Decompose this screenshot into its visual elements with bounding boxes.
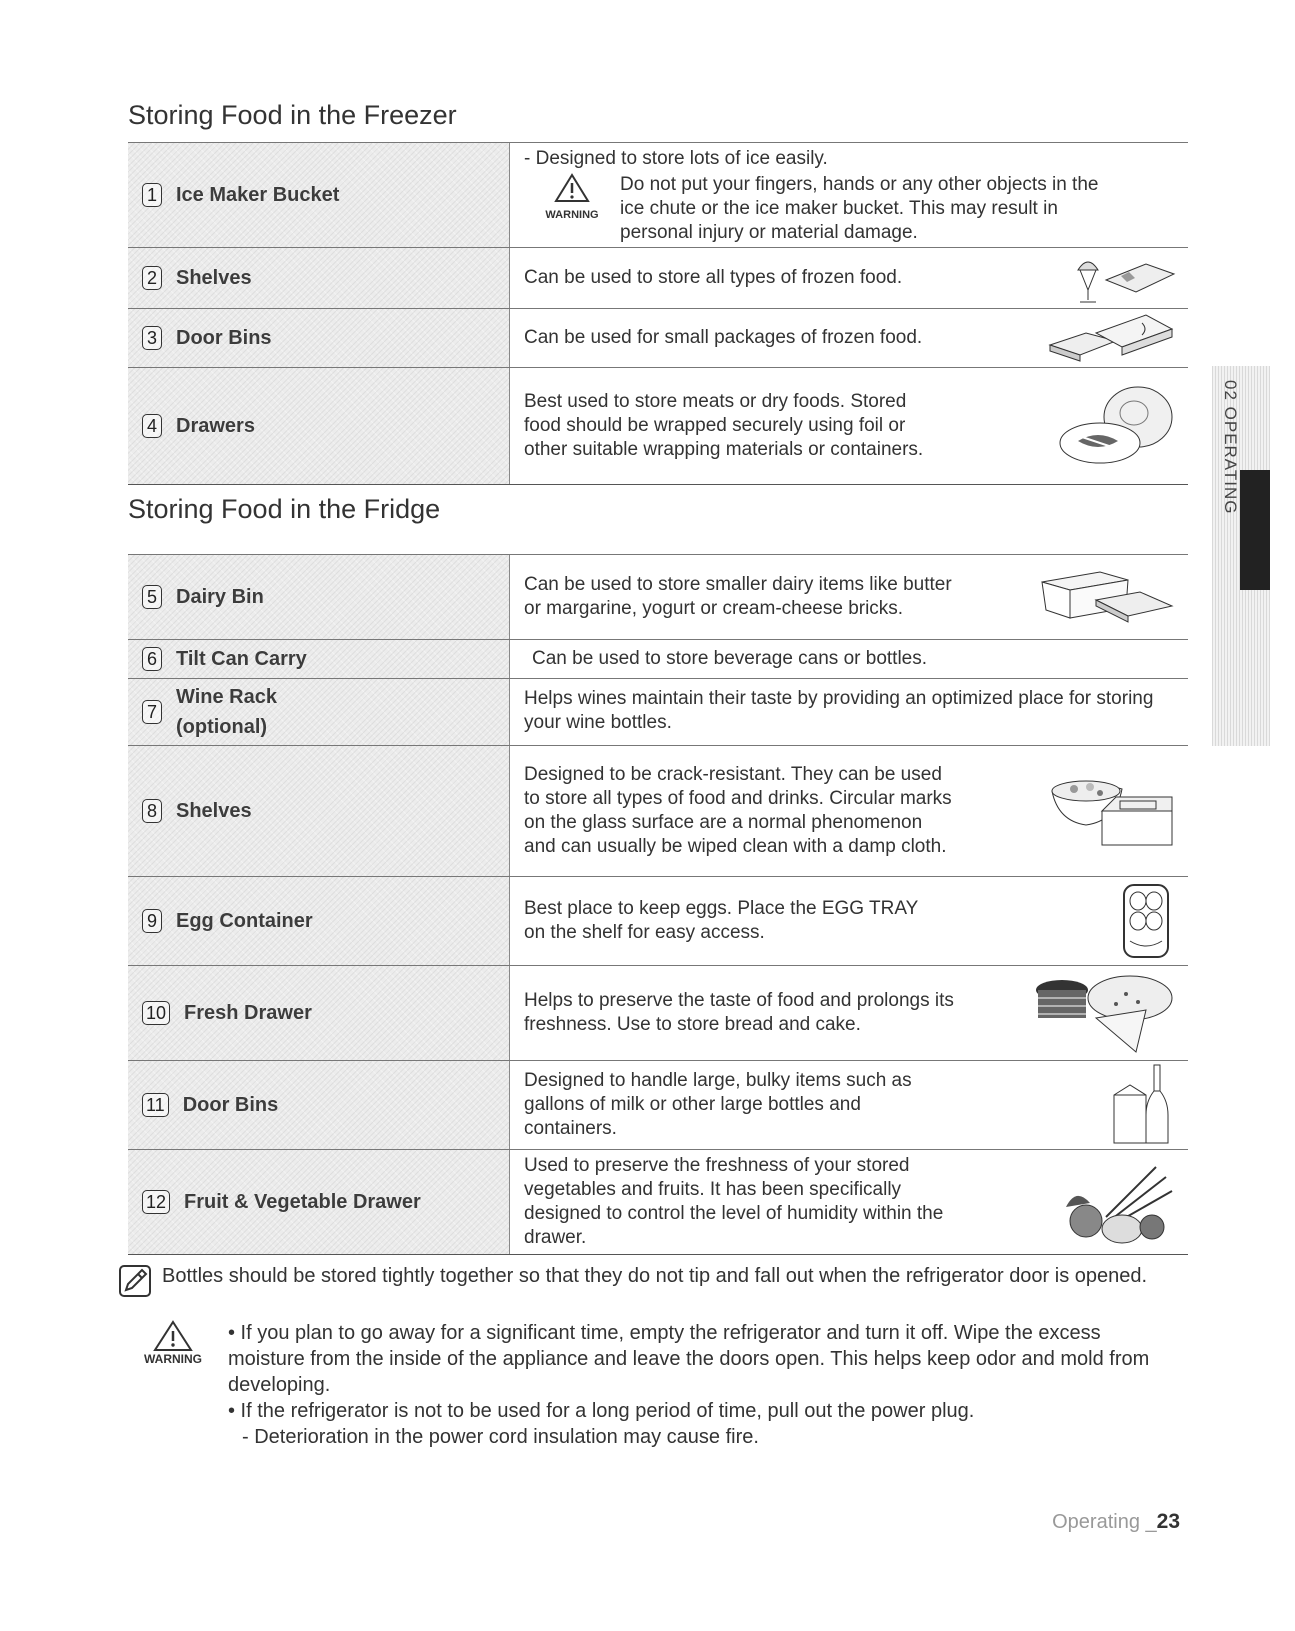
salad-bowl-illustration — [1046, 771, 1176, 851]
item-number: 4 — [142, 414, 162, 438]
label-cell — [128, 1061, 510, 1149]
item-number: 3 — [142, 326, 162, 350]
desc-cell — [510, 248, 1188, 308]
item-number: 7 — [142, 700, 162, 724]
desc-cell — [510, 746, 1188, 876]
item-description: Designed to handle large, bulky items such as gallons of milk or other large bottles and containers. — [524, 1070, 912, 1139]
label-cell — [128, 555, 510, 639]
warning-block — [118, 1320, 1178, 1450]
desc-cell — [510, 877, 1188, 965]
item-number: 1 — [142, 183, 162, 207]
desc-cell — [510, 679, 1188, 745]
label-cell — [128, 368, 510, 484]
item-description: Can be used to store beverage cans or bottles. — [532, 648, 928, 669]
warning-triangle-icon — [153, 1320, 193, 1352]
table-row — [128, 639, 1188, 678]
item-label: Wine Rack (optional) — [176, 686, 277, 738]
desc-cell — [510, 309, 1188, 367]
item-label: Fresh Drawer — [184, 1002, 312, 1024]
meat-plate-illustration — [1056, 381, 1176, 471]
item-description: Can be used to store smaller dairy items like butter or margarine, yogurt or cream-cheese bricks. — [524, 574, 952, 619]
item-label: Door Bins — [176, 327, 272, 349]
item-description: Helps to preserve the taste of food and prolongs its freshness. Use to store bread and cake. — [524, 990, 954, 1035]
item-number: 9 — [142, 909, 162, 933]
note-block — [118, 1264, 1158, 1303]
inline-warning — [524, 173, 1120, 245]
warning-label: WARNING — [545, 209, 599, 221]
item-description: Used to preserve the freshness of your stored vegetables and fruits. It has been specifically designed to control the level of humidity within the drawer. — [524, 1155, 944, 1248]
table-row — [128, 678, 1188, 745]
note-text: Bottles should be stored tightly together so that they do not tip and fall out when the refrigerator door is opened. — [162, 1265, 1148, 1287]
warning-badge — [524, 173, 620, 227]
warning-sub-item: - Deterioration in the power cord insulation may cause fire. — [242, 1426, 759, 1448]
item-number: 5 — [142, 585, 162, 609]
table-row — [128, 308, 1188, 367]
item-description: Can be used for small packages of frozen food. — [524, 327, 923, 348]
label-cell — [128, 248, 510, 308]
table-row — [128, 142, 1188, 247]
fridge-table — [128, 554, 1188, 1255]
label-cell — [128, 1150, 510, 1254]
item-number: 11 — [142, 1093, 169, 1117]
item-label: Tilt Can Carry — [176, 648, 307, 670]
item-number: 12 — [142, 1190, 170, 1214]
warning-text: Do not put your fingers, hands or any other objects in the ice chute or the ice maker bucket. This may result in personal injury or material damage. — [620, 174, 1099, 243]
frozen-package-illustration — [1046, 311, 1176, 365]
item-description: Best used to store meats or dry foods. Stored food should be wrapped securely using foil or other suitable wrapping materials or containers. — [524, 391, 924, 460]
dairy-container-illustration — [1036, 564, 1176, 630]
warning-label: WARNING — [144, 1352, 202, 1366]
item-label: Shelves — [176, 800, 252, 822]
table-row — [128, 247, 1188, 308]
frozen-dessert-illustration — [1066, 250, 1176, 306]
milk-bottle-illustration — [1106, 1063, 1176, 1147]
table-row — [128, 1060, 1188, 1149]
label-cell — [128, 746, 510, 876]
note-pencil-icon — [118, 1264, 152, 1298]
item-number: 6 — [142, 647, 162, 671]
desc-cell — [510, 1150, 1188, 1254]
section-title-freezer: Storing Food in the Freezer — [128, 100, 457, 130]
egg-tray-illustration — [1116, 881, 1176, 961]
desc-cell — [510, 1061, 1188, 1149]
label-cell — [128, 640, 510, 678]
warning-bullet: • If you plan to go away for a significant time, empty the refrigerator and turn it off. Wipe the excess moisture from the inside of the appliance and leave the doors open. This helps keep odor and mold from developing. — [228, 1322, 1150, 1396]
footer-section: Operating _ — [1052, 1511, 1157, 1533]
item-description: Helps wines maintain their taste by providing an optimized place for storing your wine bottles. — [524, 688, 1154, 733]
table-row — [128, 876, 1188, 965]
item-label: Door Bins — [182, 1094, 279, 1116]
label-cell — [128, 309, 510, 367]
table-row — [128, 367, 1188, 484]
item-label: Ice Maker Bucket — [176, 184, 340, 206]
item-label: Drawers — [176, 415, 255, 437]
item-number: 2 — [142, 266, 162, 290]
item-description: - Designed to store lots of ice easily. — [524, 148, 828, 169]
item-description: Designed to be crack-resistant. They can be used to store all types of food and drinks. Circular marks on the glass surface are a normal phenomenon and can usually be wiped clean with a damp cloth. — [524, 764, 952, 857]
item-number: 8 — [142, 799, 162, 823]
desc-cell — [510, 143, 1188, 247]
bread-cake-illustration — [1026, 968, 1176, 1058]
side-chapter-tab-marker — [1240, 470, 1270, 590]
desc-cell — [510, 368, 1188, 484]
side-chapter-label: 02 OPERATING — [1221, 380, 1240, 515]
item-label: Fruit & Vegetable Drawer — [184, 1191, 421, 1213]
desc-cell — [510, 966, 1188, 1060]
freezer-table — [128, 142, 1188, 485]
item-label: Shelves — [176, 267, 252, 289]
desc-cell — [510, 555, 1188, 639]
table-row — [128, 1149, 1188, 1254]
section-title-fridge: Storing Food in the Fridge — [128, 494, 441, 524]
table-row — [128, 965, 1188, 1060]
label-cell — [128, 143, 510, 247]
desc-cell — [510, 640, 1188, 678]
page-number: 23 — [1156, 1510, 1180, 1533]
warning-list — [228, 1320, 1178, 1450]
note-icon-wrap — [118, 1264, 162, 1303]
item-label: Egg Container — [176, 910, 313, 932]
page-footer — [1052, 1510, 1180, 1534]
warning-triangle-icon — [554, 173, 590, 203]
table-row — [128, 745, 1188, 876]
label-cell — [128, 966, 510, 1060]
item-label: Dairy Bin — [176, 586, 264, 608]
item-number: 10 — [142, 1001, 170, 1025]
warning-badge — [118, 1320, 228, 1450]
warning-bullet: • If the refrigerator is not to be used for a long period of time, pull out the power plug. — [228, 1400, 975, 1422]
label-cell — [128, 877, 510, 965]
table-row — [128, 554, 1188, 639]
label-cell — [128, 679, 510, 745]
vegetables-illustration — [1056, 1157, 1176, 1247]
item-description: Can be used to store all types of frozen food. — [524, 267, 903, 288]
item-description: Best place to keep eggs. Place the EGG TRAY on the shelf for easy access. — [524, 898, 918, 943]
